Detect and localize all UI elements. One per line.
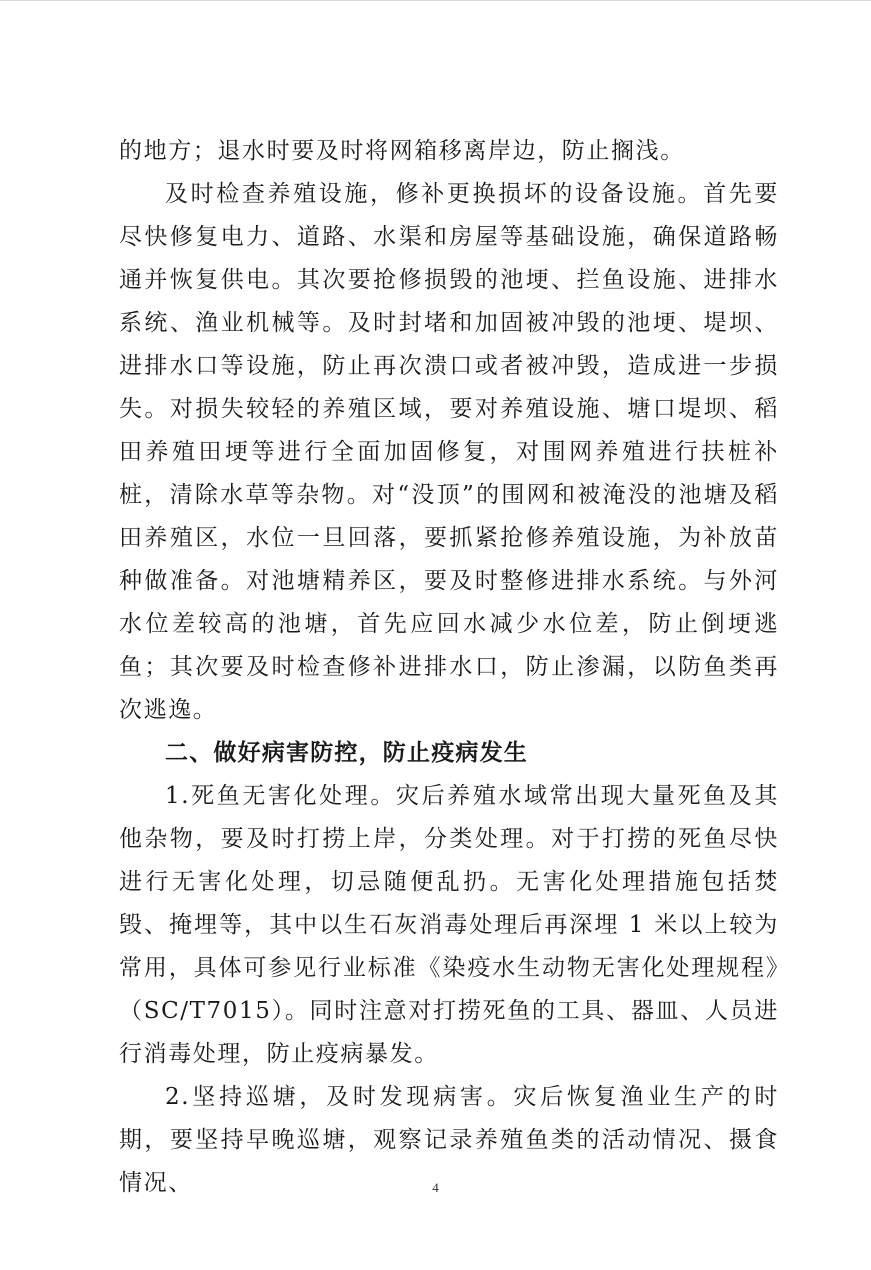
document-body xyxy=(119,130,779,1205)
paragraph-continuation: 的地方；退水时要及时将网箱移离岸边，防止搁浅。 xyxy=(119,138,685,164)
section-heading: 二、做好病害防控，防止疫病发生 xyxy=(165,740,528,766)
paragraph-facility-repair: 及时检查养殖设施，修补更换损坏的设备设施。首先要尽快修复电力、道路、水渠和房屋等基础设施，确保道路畅通并恢复供电。其次要抢修损毁的池埂、拦鱼设施、进排水系统、渔业机械等。及时封堵和加固被冲毁的池埂、堤坝、进排水口等设施，防止再次溃口或者被冲毁，造成进一步损失。对损失较轻的养殖区域，要对养殖设施、塘口堤坝、稻田养殖田埂等进行全面加固修复，对围网养殖进行扶桩补桩，清除水草等杂物。对“没顶”的围网和被淹没的池塘及稻田养殖区，水位一旦回落，要抓紧抢修养殖设施，为补放苗种做准备。对池塘精养区，要及时整修进排水系统。与外河水位差较高的池塘，首先应回水减少水位差，防止倒埂逃鱼；其次要及时检查修补进排水口，防止渗漏，以防鱼类再次逃逸。 xyxy=(119,181,779,723)
page-number: 4 xyxy=(432,1180,439,1195)
paragraph-pond-patrol: 2.坚持巡塘，及时发现病害。灾后恢复渔业生产的时期，要坚持早晚巡塘，观察记录养殖鱼类的活动情况、摄食情况、 xyxy=(119,1084,779,1196)
paragraph-dead-fish-disposal: 1.死鱼无害化处理。灾后养殖水域常出现大量死鱼及其他杂物，要及时打捞上岸，分类处理。对于打捞的死鱼尽快进行无害化处理，切忌随便乱扔。无害化处理措施包括焚毁、掩埋等，其中以生石灰消毒处理后再深埋 1 米以上较为常用，具体可参见行业标准《染疫水生动物无害化处理规程》（SC/T7015）。同时注意对打捞死鱼的工具、器皿、人员进行消毒处理，防止疫病暴发。 xyxy=(119,783,779,1067)
page-top-border xyxy=(0,0,871,1)
